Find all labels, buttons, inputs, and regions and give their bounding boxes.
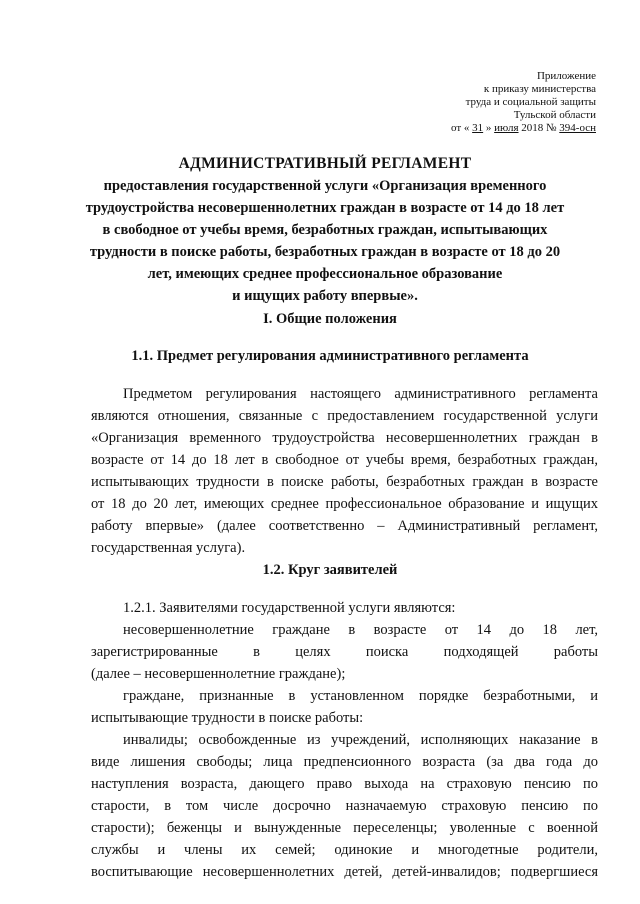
text-line: службы и члены их семей; одинокие и многодетные родители, (91, 842, 598, 858)
subsection-heading: 1.1. Предмет регулирования административного регламента (131, 348, 529, 364)
subsection-heading: 1.2. Круг заявителей (262, 562, 398, 578)
date-year: 2018 № (521, 122, 557, 134)
text-line: являются отношения, связанные с предоставлением государственной услуги (91, 408, 598, 424)
date-month: июля (494, 122, 519, 134)
text-line: 1.2.1. Заявителями государственной услуги являются: (123, 600, 456, 616)
section-heading: I. Общие положения (263, 311, 397, 327)
title-line: трудности в поиске работы, безработных граждан в возрасте от 18 до 20 (89, 244, 561, 260)
text-line: испытывающих трудности в поиске работы, безработных граждан в возрасте (91, 474, 598, 490)
text-line: несовершеннолетние граждане в возрасте от 14 до 18 лет, (123, 622, 598, 638)
text-line: государственная услуга). (91, 540, 246, 556)
paragraph-subject (91, 383, 598, 559)
appendix-date (336, 122, 596, 135)
appendix-line: Тульской области (513, 109, 596, 121)
text-line: Предметом регулирования настоящего административного регламента (123, 386, 598, 402)
text-line: зарегистрированные в целях поиска подходящей работы (91, 644, 598, 660)
appendix-line: Приложение (536, 70, 596, 82)
document-title (60, 153, 590, 307)
date-prefix: от « (450, 122, 470, 134)
title-line: в свободное от учебы время, безработных граждан, испытывающих (102, 222, 548, 238)
text-line: от 18 до 20 лет, имеющих среднее профессиональное образование и ищущих (91, 496, 598, 512)
title-line: предоставления государственной услуги «Организация временного (103, 178, 547, 194)
text-line: старости); беженцы и вынужденные переселенцы; уволенные с военной (91, 820, 598, 836)
appendix-block (336, 70, 596, 135)
text-line: (далее – несовершеннолетние граждане); (91, 666, 346, 682)
text-line: виде лишения свободы; лица предпенсионного возраста (за два года до (91, 754, 598, 770)
appendix-line: к приказу министерства (483, 83, 596, 95)
title-line: трудоустройства несовершеннолетних граждан в возрасте от 14 до 18 лет (85, 200, 565, 216)
text-line: граждане, признанные в установленном порядке безработными, и (123, 688, 598, 704)
text-line: наступления возраста, дающего право выхода на страховую пенсию по (91, 776, 598, 792)
title-line: лет, имеющих среднее профессиональное образование (147, 266, 503, 282)
text-line: работу впервые» (далее соответственно – Административный регламент, (91, 518, 598, 534)
text-line: возрасте от 14 до 18 лет в свободное от учебы время, безработных граждан, (91, 452, 598, 468)
text-line: испытывающие трудности в поиске работы: (91, 710, 364, 726)
title-main: АДМИНИСТРАТИВНЫЙ РЕГЛАМЕНТ (178, 155, 472, 172)
date-mid: » (485, 122, 492, 134)
text-line: «Организация временного трудоустройства несовершеннолетних граждан в (91, 430, 598, 446)
text-line: старости, в том числе досрочно назначаемую страховую пенсию по (91, 798, 598, 814)
text-line: воспитывающие несовершеннолетних детей, детей-инвалидов; подвергшиеся (91, 864, 598, 880)
date-day: 31 (472, 122, 484, 134)
paragraph-applicants (91, 597, 598, 883)
order-number: 394-осн (559, 122, 596, 134)
appendix-line: труда и социальной защиты (465, 96, 596, 108)
title-line: и ищущих работу впервые». (232, 288, 418, 304)
text-line: инвалиды; освобожденные из учреждений, исполняющих наказание в (123, 732, 598, 748)
